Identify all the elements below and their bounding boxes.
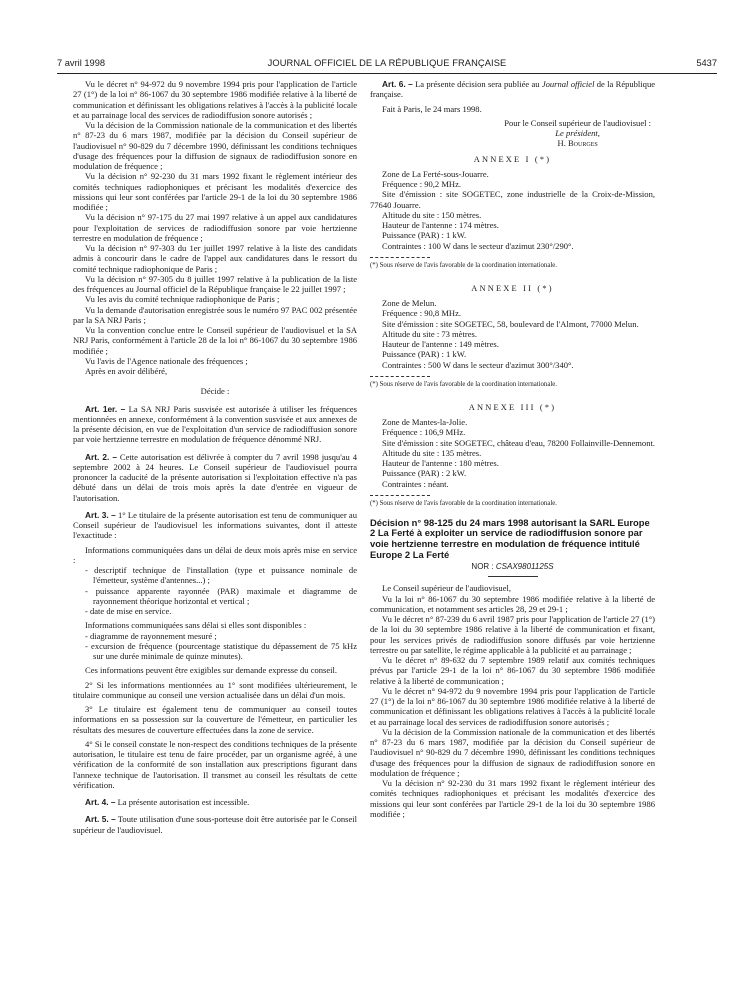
annexe-1-footnote: (*) Sous réserve de l'avis favorable de la coordination internationale. (370, 261, 557, 269)
article-5-heading: Art. 5. – (85, 814, 116, 825)
annexe-line: Hauteur de l'antenne : 149 mètres. (382, 339, 499, 349)
article-4 (73, 797, 357, 807)
info-two-months: Informations communiquées dans un délai de deux mois après mise en service : (73, 544, 357, 565)
info-if-available: Informations communiquées sans délai si elles sont disponibles : (85, 620, 307, 631)
paragraph-3: 3° Le titulaire est également tenu de communiquer au conseil toutes informations en sa possession sur la couverture de l'émetteur, en particulier les résultats des mesures de couverture effectuées dans la zone de service. (73, 704, 357, 735)
annexe-line: Fréquence : 90,8 MHz. (382, 308, 462, 319)
decision-paragraph: Vu la loi n° 86-1067 du 30 septembre 1986 modifiée relative à la liberté de communication, et notamment ses articles 28, 29 et 29-1 ; (370, 593, 655, 614)
visa-paragraph: Vu l'avis de l'Agence nationale des fréquences ; (85, 355, 248, 366)
annexe-line: Fréquence : 90,2 MHz. (382, 179, 462, 189)
annexe-line: Site d'émission : site SOGETEC, château d'eau, 78200 Follainville-Dennemont. (382, 437, 655, 448)
page-header (57, 58, 717, 72)
visa-paragraph: Après en avoir délibéré, (85, 366, 168, 376)
footnote-separator (370, 257, 430, 258)
annexe-line: Puissance (PAR) : 2 kW. (382, 468, 467, 479)
paragraph-2: 2° Si les informations mentionnées au 1° sont modifiées ultérieurement, le titulaire communique au conseil une version actualisée dans un délai d'un mois. (73, 679, 357, 700)
article-1-heading: Art. 1er. – (85, 403, 126, 414)
article-3-heading: Art. 3. – (85, 509, 116, 520)
annexe-line: Altitude du site : 73 mètres. (382, 328, 477, 339)
list-item: - descriptif technique de l'installation (type et puissance nominale de l'émetteur, système d'antennes...) ; (85, 565, 357, 586)
article-6-text-b: de la République française. (370, 79, 656, 100)
decision-title: Décision n° 98-125 du 24 mars 1998 autorisant la SARL Europe 2 La Ferté à exploiter un service de radiodiffusion sonore par voie hertzienne terrestre en modulation de fréquence intitulé Europe 2 La Ferté (370, 516, 650, 560)
nor-number: CSAX9801125S (495, 562, 554, 572)
annexe-line: Fréquence : 106,9 MHz. (382, 427, 466, 438)
article-2-text: Cette autorisation est délivrée à compter du 7 avril 1998 jusqu'au 4 septembre 2002 à 24 heures. Le Conseil supérieur de l'audiovisuel pourra prononcer la caducité de la présente autorisation si l'exploitation effective n'a pas débuté dans un délai de trois mois après la date d'entrée en vigueur de l'autorisation. (73, 451, 357, 503)
visa-paragraph: Vu le décret n° 94-972 du 9 novembre 1994 pris pour l'application de l'article 27 (1°) de la loi n° 86-1067 du 30 septembre 1986 modifiée relative à la liberté de communication et définissant les obligations relatives à l'accès à la publicité locale et au parrainage local des services de radiodiffusion sonore autorisés ; (73, 79, 357, 120)
list-item: - puissance apparente rayonnée (PAR) maximale et diagramme de rayonnement théorique horizontal et vertical ; (85, 586, 357, 607)
header-page-number: 5437 (696, 58, 717, 68)
annexe-2-footnote: (*) Sous réserve de l'avis favorable de la coordination internationale. (370, 380, 557, 388)
list-item: - date de mise en service. (85, 606, 357, 616)
visa-paragraph: Vu la décision n° 97-305 du 8 juillet 1997 relative à la publication de la liste des fréquences au Journal officiel de la République française le 22 juillet 1997 ; (73, 273, 357, 294)
decision-paragraph: Vu le décret n° 89-632 du 7 septembre 1989 relatif aux comités techniques prévus par l'article 29-1 de la loi n° 86-1067 du 30 septembre 1986 modifiée relative à la liberté de communication ; (370, 655, 655, 686)
visa-paragraph: Vu la décision n° 97-175 du 27 mai 1997 relative à un appel aux candidatures pour l'exploitation de services de radiodiffusion sonore par voie hertzienne terrestre en modulation de fréquence ; (73, 212, 357, 243)
visa-paragraph: Vu la décision de la Commission nationale de la communication et des libertés n° 87-23 du 6 mars 1987, modifiée par la décision du Conseil supérieur de l'audiovisuel n° 90-829 du 7 décembre 1990, définissant les conditions techniques d'usage des fréquences pour la diffusion de signaux de radiodiffusion sonore en modulation de fréquence ; (73, 120, 357, 171)
annexe-2-title: ANNEXE II (*) (471, 283, 554, 293)
footnote-separator (370, 495, 430, 496)
article-4-heading: Art. 4. – (85, 797, 116, 807)
article-3 (73, 510, 357, 541)
annexe-line: Zone de Melun. (382, 298, 437, 308)
fait-a-paris: Fait à Paris, le 24 mars 1998. (382, 103, 482, 114)
article-2 (73, 452, 357, 503)
decide-heading: Décide : (200, 386, 230, 397)
annexe-line: Contraintes : 500 W dans le secteur d'azimut 300°/340°. (382, 359, 574, 370)
visa-paragraph: Vu la demande d'autorisation enregistrée sous le numéro 97 PAC 002 présentée par la SA NRJ Paris ; (73, 304, 357, 325)
annexe-2-body (370, 298, 655, 370)
header-date: 7 avril 1998 (57, 58, 106, 68)
list-item: - diagramme de rayonnement mesuré ; (85, 631, 357, 641)
annexe-1-title: ANNEXE I (*) (473, 154, 552, 164)
decision-paragraph: Le Conseil supérieur de l'audiovisuel, (382, 583, 512, 594)
header-title: JOURNAL OFFICIEL DE LA RÉPUBLIQUE FRANÇAISE (267, 58, 507, 68)
annexe-line: Puissance (PAR) : 1 kW. (382, 230, 467, 241)
annexe-line: Hauteur de l'antenne : 180 mètres. (382, 458, 499, 468)
annexe-line: Site d'émission : site SOGETEC, zone industrielle de la Croix-de-Mission, 77640 Jouarre. (370, 189, 655, 210)
annexe-line: Hauteur de l'antenne : 174 mètres. (382, 220, 499, 230)
annexe-line: Altitude du site : 135 mètres. (382, 447, 482, 458)
signature-block (370, 118, 655, 149)
list-optional-info (73, 631, 357, 662)
visa-paragraph: Vu la convention conclue entre le Conseil supérieur de l'audiovisuel et la SA NRJ Paris, conformément à l'article 28 de la loi n° 86-1067 du 30 septembre 1986 modifiée ; (73, 325, 357, 356)
annexe-line: Contraintes : 100 W dans le secteur d'azimut 230°/290°. (382, 240, 574, 251)
annexe-line: Puissance (PAR) : 1 kW. (382, 349, 467, 360)
signature-name: H. Bourges (557, 138, 598, 149)
article-6-heading: Art. 6. – (382, 79, 413, 89)
list-item: - excursion de fréquence (pourcentage statistique du dépassement de 75 kHz sur une durée minimale de quinze minutes). (85, 641, 357, 662)
article-3-text: 1° Le titulaire de la présente autorisation est tenu de communiquer au Conseil supérieur de l'audiovisuel les informations suivantes, dont il atteste l'exactitude : (73, 509, 357, 541)
right-column (370, 79, 655, 819)
visa-paragraph: Vu la décision n° 97-303 du 1er juillet 1997 relative à la liste des candidats admis à concourir dans le cadre de l'appel aux candidatures dans le ressort du comité technique radiophonique de Paris ; (73, 243, 357, 274)
decision-paragraph: Vu le décret n° 94-972 du 9 novembre 1994 pris pour l'application de l'article 27 (1°) de la loi n° 86-1067 du 30 septembre 1986 modifiée relative à la liberté de communication et définissant les obligations relatives à l'accès à la publicité locale et au parrainage local des services de radiodiffusion sonore autorisés ; (370, 685, 655, 727)
annexe-1-body (370, 169, 655, 251)
article-6-text-a: La présente décision sera publiée au (415, 79, 540, 89)
article-1 (73, 404, 357, 445)
decision-paragraph: Vu la décision n° 92-230 du 31 mars 1992 fixant le règlement intérieur des comités techniques radiophoniques et précisant les modalités d'exercice des missions qui leur sont conférées par l'article 29-1 de la loi du 30 septembre 1986 modifiée ; (370, 778, 655, 819)
signature-for: Pour le Conseil supérieur de l'audiovisuel : (504, 117, 651, 128)
journal-officiel-title: Journal officiel (541, 79, 595, 89)
annexe-3-footnote: (*) Sous réserve de l'avis favorable de la coordination internationale. (370, 499, 557, 507)
visa-paragraph: Vu les avis du comité technique radiophonique de Paris ; (85, 294, 280, 305)
annexe-3-title: ANNEXE III (*) (468, 402, 557, 412)
article-5 (73, 814, 357, 835)
nor-rule (488, 576, 538, 577)
article-6 (370, 79, 655, 100)
footnote-separator (370, 376, 430, 377)
decision-paragraph: Vu le décret n° 87-239 du 6 avril 1987 pris pour l'application de l'article 27 (1°) de la loi du 30 septembre 1986 relative à la liberté de communication et fixant, pour les services privés de radiodiffusion sonore diffusés par voie hertzienne terrestre ou par satellite, le régime applicable à la publicité et au parrainage ; (370, 614, 655, 655)
info-exigible: Ces informations peuvent être exigibles sur demande expresse du conseil. (85, 665, 338, 676)
article-4-text: La présente autorisation est incessible. (117, 797, 250, 807)
header-rule (57, 73, 717, 74)
nor-reference (370, 562, 655, 572)
article-1-text: La SA NRJ Paris susvisée est autorisée à utiliser les fréquences mentionnées en annexe, conformément à la convention susvisée et aux annexes de la présente décision, en vue de l'exploitation d'un service de radiodiffusion sonore par voie hertzienne terrestre en modulation de fréquence dénommé NRJ. (73, 403, 358, 445)
annexe-3-body (370, 417, 655, 489)
visa-paragraph: Vu la décision n° 92-230 du 31 mars 1992 fixant le règlement intérieur des comités techniques radiophoniques et précisant les modalités d'exercice des missions qui leur sont conférées par l'article 29-1 de la loi du 30 septembre 1986 modifiée ; (73, 171, 357, 212)
annexe-line: Site d'émission : site SOGETEC, 58, boulevard de l'Almont, 77000 Melun. (382, 318, 639, 329)
annexe-line: Zone de La Ferté-sous-Jouarre. (382, 168, 489, 179)
annexe-line: Zone de Mantes-la-Jolie. (382, 417, 468, 427)
decision-paragraph: Vu la décision de la Commission nationale de la communication et des libertés n° 87-23 du 6 mars 1987, modifiée par la décision du Conseil supérieur de l'audiovisuel n° 90-829 du 7 décembre 1990, définissant les conditions techniques d'usage des fréquences pour la diffusion de signaux de radiodiffusion sonore en modulation de fréquence ; (370, 726, 655, 778)
nor-label: NOR : (471, 562, 494, 572)
article-2-heading: Art. 2. – (85, 451, 117, 462)
article-5-text: Toute utilisation d'une sous-porteuse doit être autorisée par le Conseil supérieur de l'audiovisuel. (73, 814, 357, 835)
paragraph-4: 4° Si le conseil constate le non-respect des conditions techniques de la présente autorisation, le titulaire est tenu de faire procéder, par un organisme agréé, à une vérification de la conformité de son installation aux prescriptions figurant dans l'annexe technique de l'autorisation. Il transmet au conseil les résultats de cette vérification. (73, 738, 357, 790)
list-technical-info (73, 565, 357, 616)
signature-role: Le président, (555, 128, 600, 138)
annexe-line: Contraintes : néant. (382, 478, 449, 489)
annexe-line: Altitude du site : 150 mètres. (382, 209, 482, 220)
left-column (73, 79, 357, 835)
